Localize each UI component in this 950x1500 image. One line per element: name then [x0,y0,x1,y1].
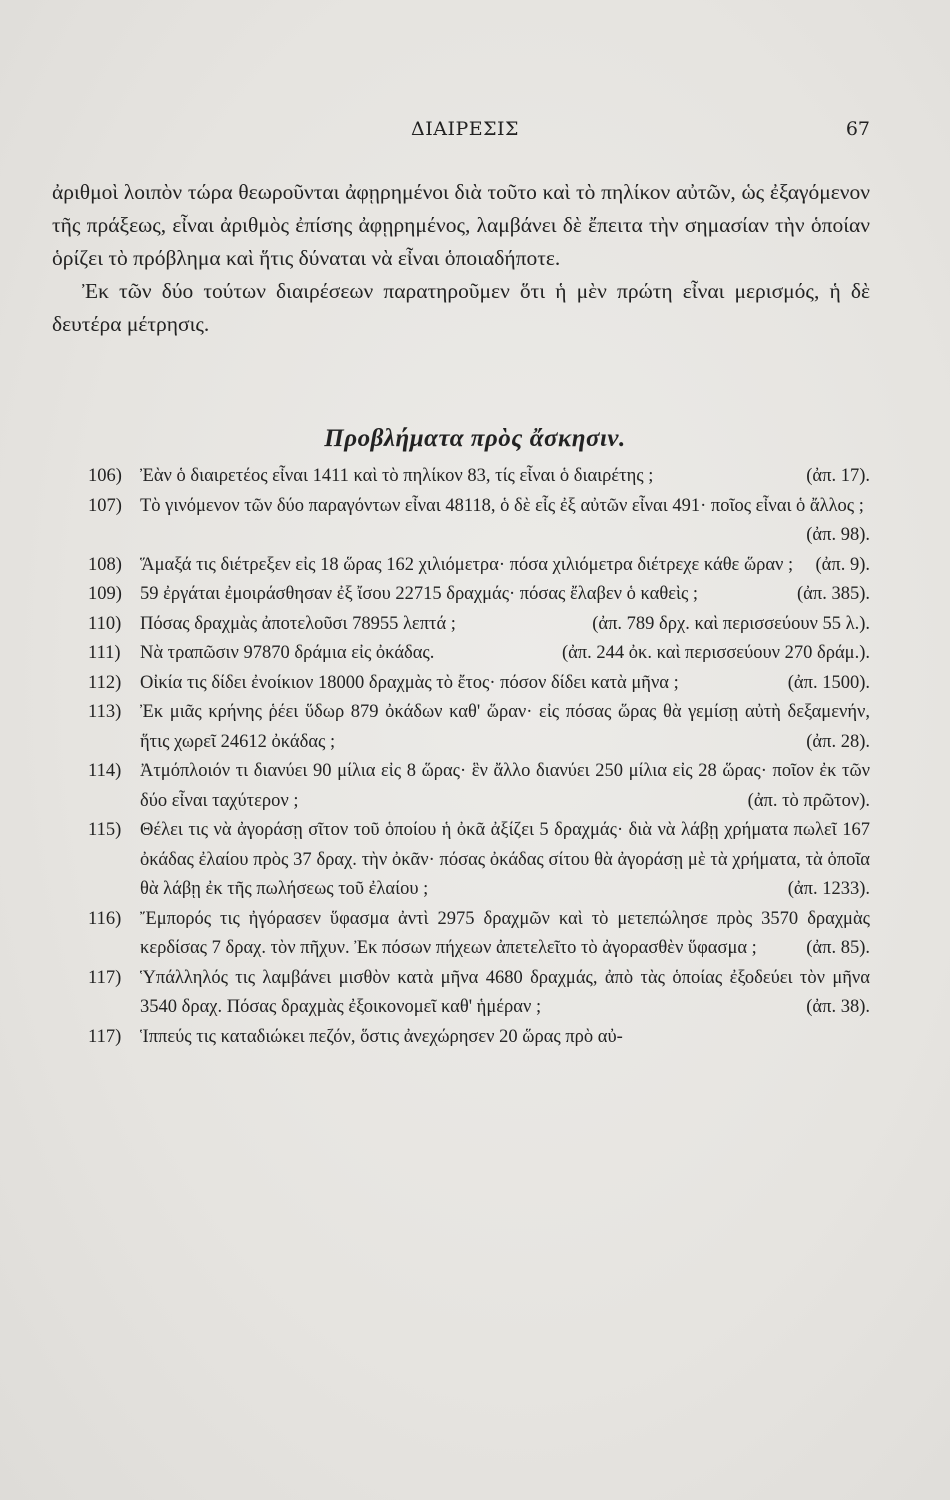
intro-paragraph: Ἐκ τῶν δύο τούτων διαιρέσεων παρατηροῦμεν ὅτι ἡ μὲν πρώτη εἶναι μερισμός, ἡ δὲ δευτέρα μέτρησις. [52,279,870,336]
problem-number: 108) [88,554,122,575]
problem-text: Ἔμπορός τις ἠγόρασεν ὕφασμα ἀντὶ 2975 δραχμῶν καὶ τὸ μετεπώλησε πρὸς 3570 δραχμὰς κερδίσας 7 δραχ. τὸν πῆχυν. Ἐκ πόσων πήχεων ἀπετελεῖτο τὸ ἀγορασθὲν ὕφασμα ; [140,908,870,958]
problem-number: 114) [88,761,122,781]
intro-text [52,176,870,341]
problem-number: 109) [88,584,122,604]
problem-text: Ἐὰν ὁ διαιρετέος εἶναι 1411 καὶ τὸ πηλίκον 83, τίς εἶναι ὁ διαιρέτης ; [140,466,654,486]
problem-answer: (ἀπ. τὸ πρῶτον). [747,790,870,811]
problem-item [88,816,870,905]
problem-text: Πόσας δραχμὰς ἀποτελοῦσι 78955 λεπτά ; [140,613,456,634]
problem-answer: (ἀπ. 28). [806,731,870,752]
problem-text: Τὸ γινόμενον τῶν δύο παραγόντων εἶναι 48118, ὁ δὲ εἷς ἐξ αὐτῶν εἶναι 491· ποῖος εἶναι ὁ ἄλλος ; [140,495,864,516]
page-header [60,118,870,146]
problem-answer: (ἀπ. 244 ὀκ. καὶ περισσεύουν 270 δράμ.). [561,643,870,663]
problem-answer: (ἀπ. 85). [806,938,870,958]
problem-number: 106) [88,466,122,486]
problem-answer: (ἀπ. 1233). [787,879,870,899]
problem-number: 107) [88,495,122,516]
problem-item [88,551,870,581]
problem-item [88,698,870,757]
problem-text: Ἀτμόπλοιόν τι διανύει 90 μίλια εἰς 8 ὥρας· ἓν ἄλλο διανύει 250 μίλια εἰς 28 ὥρας· ποῖον ἐκ τῶν δύο εἶναι ταχύτερον ; [140,761,870,811]
problem-item [88,757,870,816]
problem-item [88,580,870,610]
problem-number: 110) [88,613,122,634]
problem-number: 117) [88,967,122,988]
problem-number: 112) [88,672,122,693]
problem-item [88,669,870,699]
problem-item [88,905,870,964]
section-heading: Προβλήματα πρὸς ἄσκησιν. [324,425,626,452]
problem-answer: (ἀπ. 38). [806,997,870,1017]
problem-item [88,964,870,1023]
problem-item [88,492,870,551]
problem-item [88,1023,870,1053]
problem-item [88,610,870,640]
problem-number: 111) [88,643,121,663]
problem-number: 117) [88,1026,122,1047]
problem-text: Θέλει τις νὰ ἀγοράσῃ σῖτον τοῦ ὁποίου ἡ ὀκᾶ ἀξίζει 5 δραχμάς· διὰ νὰ λάβῃ χρήματα πωλεῖ 167 ὀκάδας ἐλαίου πρὸς 37 δραχ. τὴν ὀκᾶν· πόσας ὀκάδας σίτου θὰ ἀγοράσῃ μὲ τὰ χρήματα, τὰ ὁποῖα θὰ λάβῃ ἐκ τῆς πωλήσεως τοῦ ἐλαίου ; [140,820,870,899]
problem-text: Νὰ τραπῶσιν 97870 δράμια εἰς ὀκάδας. [140,643,435,663]
page-number: 67 [845,118,870,140]
problem-text: Ἐκ μιᾶς κρήνης ῥέει ὕδωρ 879 ὀκάδων καθ' ὥραν· εἰς πόσας ὥρας θὰ γεμίσῃ αὐτὴ δεξαμενήν, ἥτις χωρεῖ 24612 ὀκάδας ; [140,702,870,752]
problem-answer: (ἀπ. 1500). [787,672,870,693]
problem-answer: (ἀπ. 17). [806,466,870,486]
problem-item [88,639,870,669]
problem-list [88,462,870,1052]
problem-answer: (ἀπ. 9). [815,554,870,575]
problem-number: 116) [88,908,122,929]
intro-paragraph: ἀριθμοὶ λοιπὸν τώρα θεωροῦνται ἀφῃρημένοι διὰ τοῦτο καὶ τὸ πηλίκον αὐτῶν, ὡς ἐξαγόμενον τῆς πράξεως, εἶναι ἀριθμὸς ἐπίσης ἀφῃρημένος, λαμβάνει δὲ ἔπειτα τὴν σημασίαν τὴν ὁποίαν ὁρίζει τὸ πρόβλημα καὶ ἥτις δύναται νὰ εἶναι ὁποιαδήποτε. [52,180,870,270]
problem-text: Ἱππεύς τις καταδιώκει πεζόν, ὅστις ἀνεχώρησεν 20 ὥρας πρὸ αὐ- [140,1026,623,1047]
problem-answer: (ἀπ. 385). [797,584,870,604]
problem-number: 115) [88,820,122,840]
running-title: ΔΙΑΙΡΕΣΙΣ [411,118,519,140]
problem-answer: (ἀπ. 789 δρχ. καὶ περισσεύουν 55 λ.). [592,613,870,634]
problem-answer: (ἀπ. 98). [806,525,870,545]
problem-item [88,462,870,492]
problem-text: Ὑπάλληλός τις λαμβάνει μισθὸν κατὰ μῆνα 4680 δραχμάς, ἀπὸ τὰς ὁποίας ἐξοδεύει τὸν μῆνα 3540 δραχ. Πόσας δραχμὰς ἐξοικονομεῖ καθ' ἡμέραν ; [140,967,870,1017]
problem-number: 113) [88,702,122,722]
problem-text: Οἰκία τις δίδει ἐνοίκιον 18000 δραχμὰς τὸ ἔτος· πόσον δίδει κατὰ μῆνα ; [140,672,679,693]
problem-text: Ἅμαξά τις διέτρεξεν εἰς 18 ὥρας 162 χιλιόμετρα· πόσα χιλιόμετρα διέτρεχε κάθε ὥραν ; [140,554,794,575]
problem-text: 59 ἐργάται ἐμοιράσθησαν ἐξ ἴσου 22715 δραχμάς· πόσας ἔλαβεν ὁ καθεὶς ; [140,584,699,604]
